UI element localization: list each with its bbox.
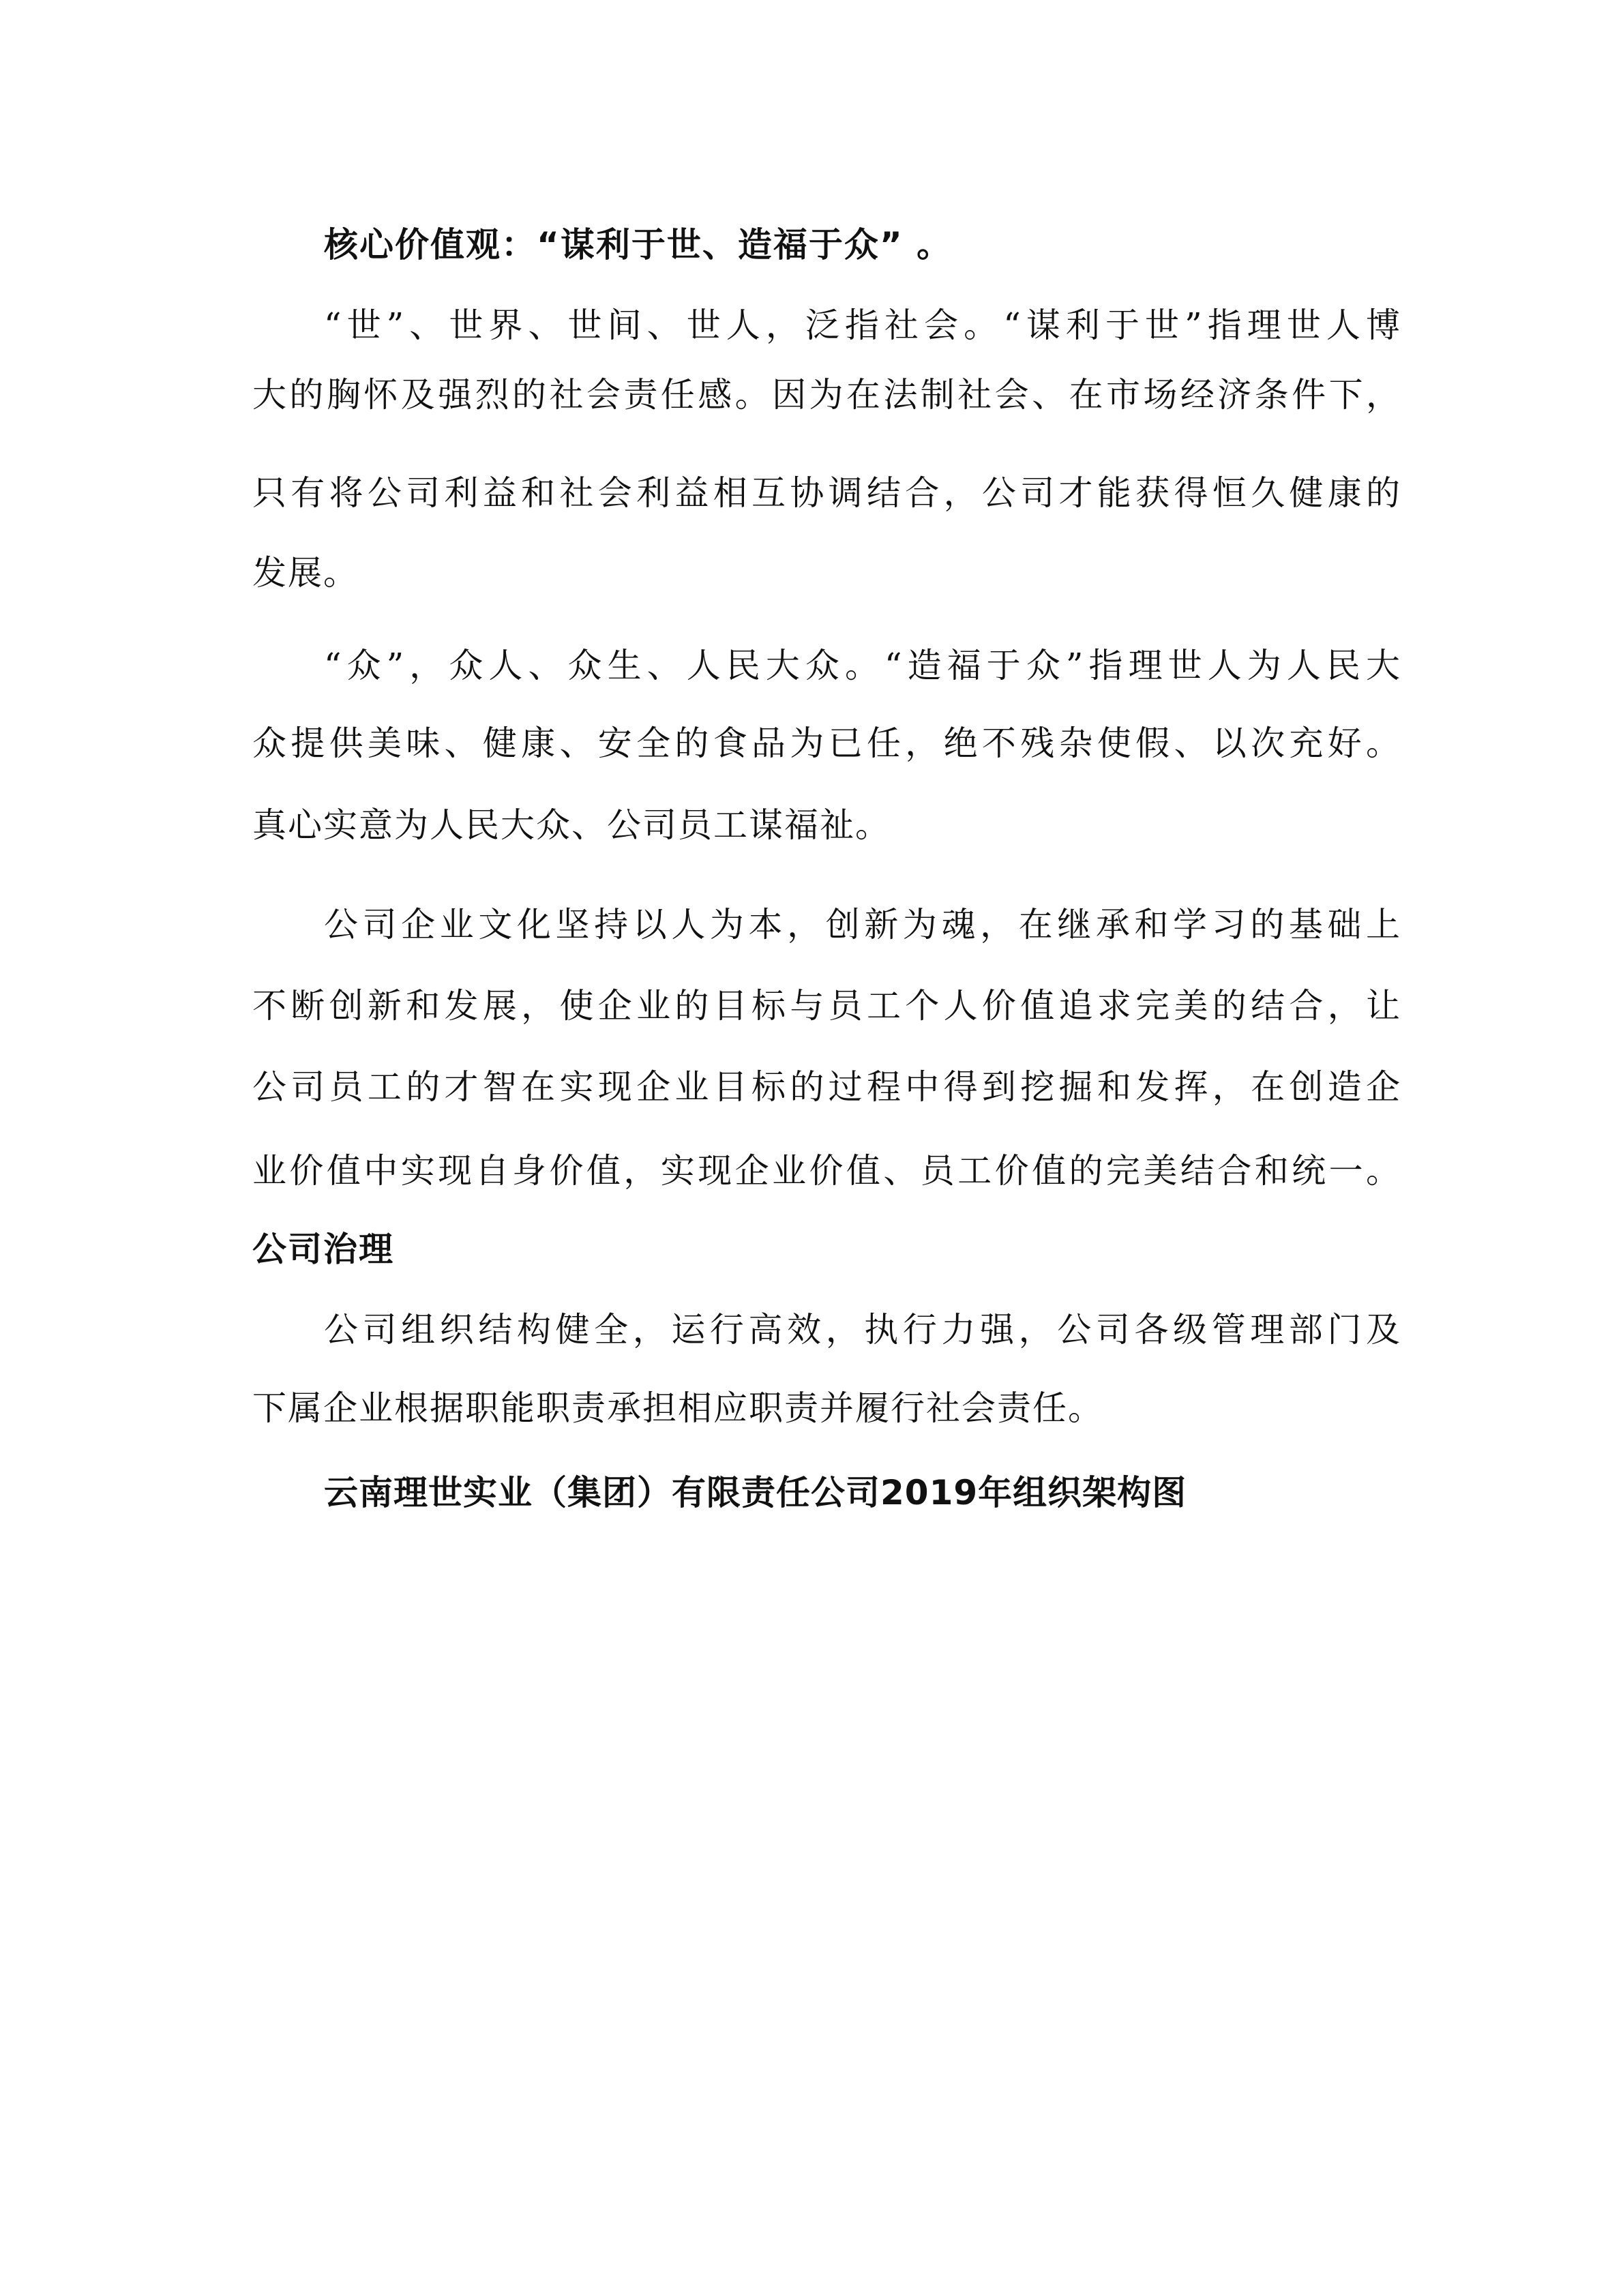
- paragraph-2-line-3: 真心实意为人民大众、公司员工谋福祉。: [252, 805, 891, 845]
- paragraph-2-line-2: 众提供美味、健康、安全的食品为已任，绝不残杂使假、以次充好。: [252, 724, 1400, 763]
- governance-line-2: 下属企业根据职能职责承担相应职责并履行社会责任。: [252, 1388, 1103, 1428]
- governance-line-1: 公司组织结构健全，运行高效，执行力强，公司各级管理部门及: [324, 1310, 1400, 1350]
- paragraph-1-line-2: 大的胸怀及强烈的社会责任感。因为在法制社会、在市场经济条件下，: [252, 375, 1400, 415]
- paragraph-1-line-1: “世”、世界、世间、世人，泛指社会。“谋利于世”指理世人博: [324, 305, 1400, 345]
- paragraph-3-line-2: 不断创新和发展，使企业的目标与员工个人价值追求完美的结合，让: [252, 986, 1400, 1026]
- core-values-heading: 核心价值观：“谋利于世、造福于众” 。: [324, 225, 953, 265]
- paragraph-1-line-4: 发展。: [252, 553, 359, 593]
- org-chart-title: 云南理世实业（集团）有限责任公司2019年组织架构图: [324, 1473, 1187, 1512]
- paragraph-3-line-4: 业价值中实现自身价值，实现企业价值、员工价值的完美结合和统一。: [252, 1151, 1400, 1191]
- governance-heading: 公司治理: [252, 1229, 394, 1269]
- paragraph-1-line-3: 只有将公司利益和社会利益相互协调结合，公司才能获得恒久健康的: [252, 473, 1400, 513]
- paragraph-3-line-3: 公司员工的才智在实现企业目标的过程中得到挖掘和发挥，在创造企: [252, 1067, 1400, 1107]
- paragraph-2-line-1: “众”，众人、众生、人民大众。“造福于众”指理世人为人民大: [324, 646, 1400, 685]
- paragraph-3-line-1: 公司企业文化坚持以人为本，创新为魂，在继承和学习的基础上: [324, 905, 1400, 944]
